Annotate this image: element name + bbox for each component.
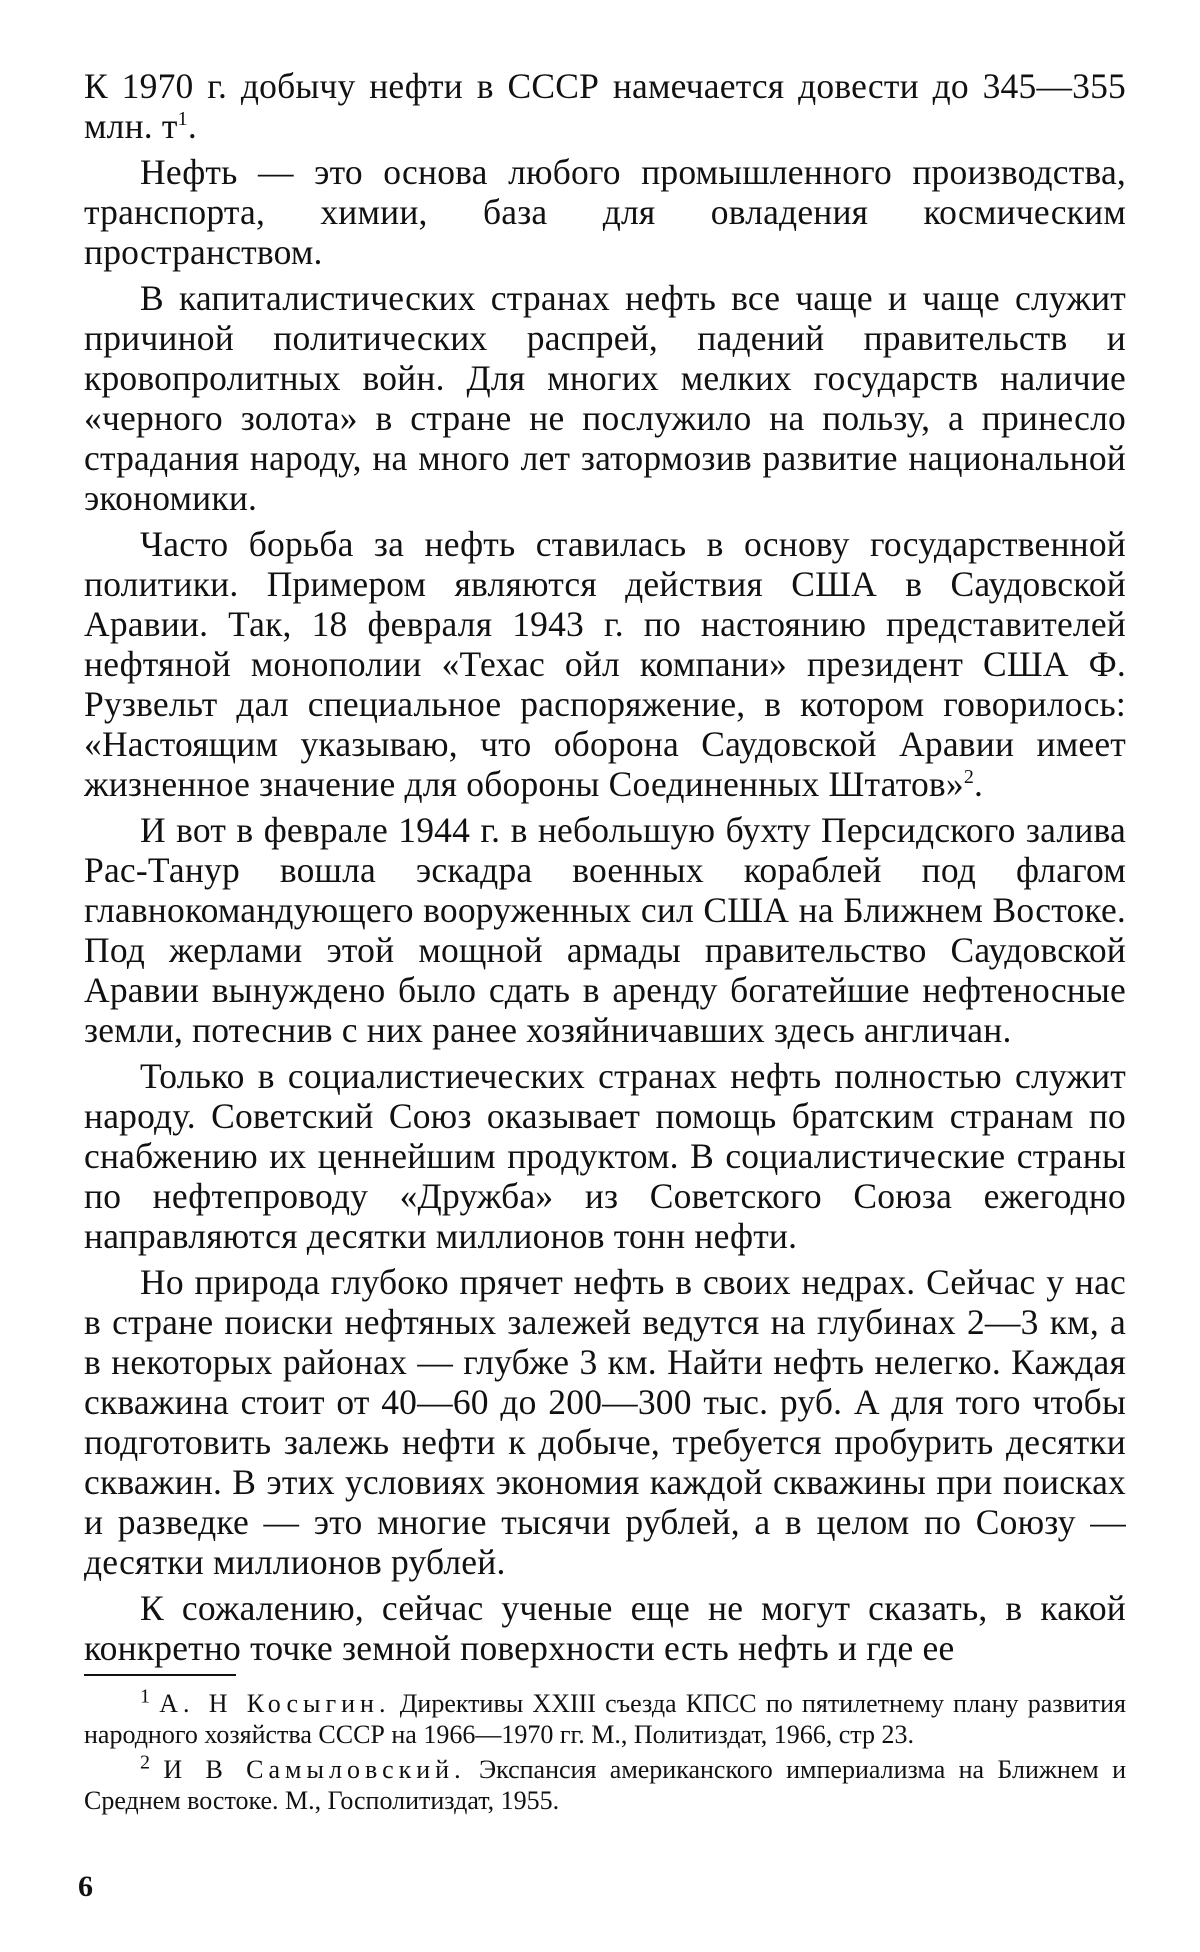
footnote-1 <box>84 1685 1126 1750</box>
paragraph-1-tail: . <box>187 106 197 146</box>
paragraph-3: В капиталистических странах нефть все чаще и чаще служит причиной политических распрей, падений правительств и кровопролитных войн. Для многих мелких государств наличие «черного золота» в стране не послужило на пользу, а принесло страдания народу, на много лет затормозив развитие национальной экономики. <box>84 278 1126 518</box>
paragraph-8: К сожалению, сейчас ученые еще не могут сказать, в какой конкретно точке земной поверхности есть нефть и где ее <box>84 1588 1126 1668</box>
footnote-1-author: А. Н Косыгин. <box>159 1689 391 1718</box>
paragraph-1 <box>84 66 1126 146</box>
footnote-marker-2: 2 <box>140 1751 150 1774</box>
footnote-2-author: И В Самыловский. <box>163 1755 466 1784</box>
footnote-marker-1: 1 <box>140 1685 150 1708</box>
page-number: 6 <box>78 1870 93 1903</box>
footnote-1-text: Директивы XXIII съезда КПСС по пятилетнему плану развития народного хозяйства СССР на 1966—1970 гг. М., Политиздат, 1966, стр 23. <box>84 1689 1126 1749</box>
paragraph-5: И вот в феврале 1944 г. в небольшую бухту Персидского залива Рас-Танур вошла эскадра военных кораблей под флагом главнокомандующего вооруженных сил США на Ближнем Востоке. Под жерлами этой мощной армады правительство Саудовской Аравии вынуждено было сдать в аренду богатейшие нефтеносные земли, потеснив с них ранее хозяйничавших здесь англичан. <box>84 810 1126 1050</box>
footnote-ref-2: 2 <box>963 766 975 789</box>
page-body <box>84 66 1126 1674</box>
paragraph-1-text: К 1970 г. добычу нефти в СССР намечается довести до 345—355 млн. т <box>84 66 1126 146</box>
footnote-2-text: Экспансия американского империализма на Ближнем и Среднем востоке. М., Госполитиздат, 1955. <box>84 1755 1127 1815</box>
footnote-divider <box>84 1674 236 1676</box>
paragraph-4-text: Часто борьба за нефть ставилась в основу государственной политики. Примером являются действия США в Саудовской Аравии. Так, 18 февраля 1943 г. по настоянию представителей нефтяной монополии «Техас ойл компани» президент США Ф. Рузвельт дал специальное распоряжение, в котором говорилось: «Настоящим указываю, что оборона Саудовской Аравии имеет жизненное значение для обороны Соединенных Штатов» <box>84 524 1126 804</box>
paragraph-7: Но природа глубоко прячет нефть в своих недрах. Сейчас у нас в стране поиски нефтяных залежей ведутся на глубинах 2—3 км, а в некоторых районах — глубже 3 км. Найти нефть нелегко. Каждая скважина стоит от 40—60 до 200—300 тыс. руб. А для того чтобы подготовить залежь нефти к добыче, требуется пробурить десятки скважин. В этих условиях экономия каждой скважины при поисках и разведке — это многие тысячи рублей, а в целом по Союзу — десятки миллионов рублей. <box>84 1262 1126 1582</box>
paragraph-4 <box>84 524 1126 804</box>
footnotes <box>84 1685 1127 1820</box>
paragraph-6: Только в социалистиеческих странах нефть полностью служит народу. Советский Союз оказывает помощь братским странам по снабжению их ценнейшим продуктом. В социалистические страны по нефтепроводу «Дружба» из Советского Союза ежегодно направляются десятки миллионов тонн нефти. <box>84 1056 1126 1256</box>
footnote-ref-1: 1 <box>177 108 188 131</box>
paragraph-2: Нефть — это основа любого промышленного производства, транспорта, химии, база для овладения космическим пространством. <box>84 152 1126 272</box>
footnote-2 <box>84 1751 1127 1816</box>
paragraph-4-tail: . <box>974 764 984 804</box>
